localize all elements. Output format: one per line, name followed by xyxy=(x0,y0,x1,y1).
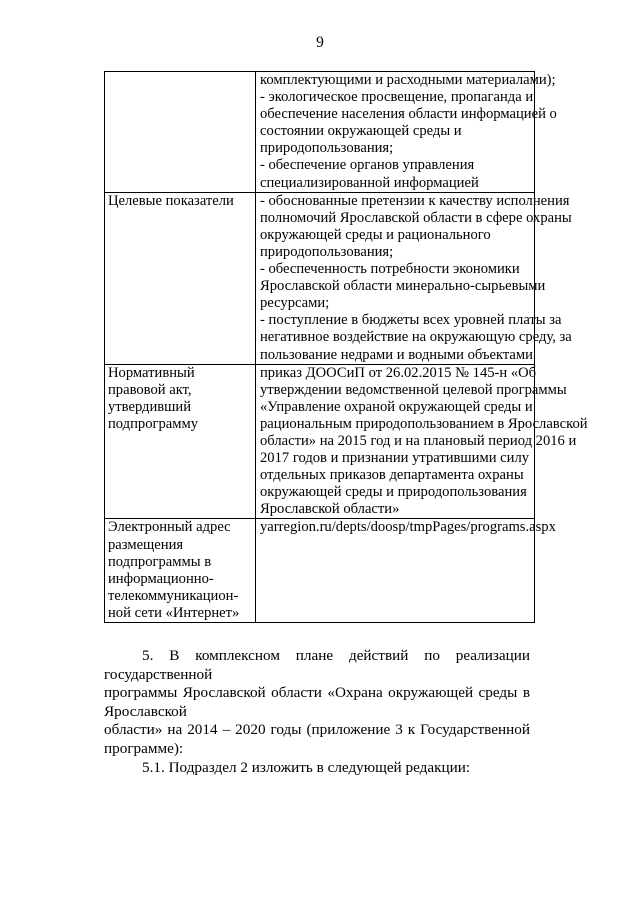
row-label: Электронный адрес xyxy=(108,519,231,536)
table-row xyxy=(105,519,535,623)
cell-text-line: - поступление в бюджеты всех уровней платы за xyxy=(260,312,562,329)
cell-text-line: Ярославской области» xyxy=(260,501,400,518)
row-label: утвердивший xyxy=(108,398,192,415)
cell-text-line: области» на 2015 год и на плановый период 2016 и xyxy=(260,432,577,449)
table-row xyxy=(105,72,535,193)
body-text xyxy=(104,647,530,777)
cell-text-line: - обеспечение органов управления xyxy=(260,157,475,174)
cell-text-line: отдельных приказов департамента охраны xyxy=(260,467,524,484)
cell-text-line: - экологическое просвещение, пропаганда и xyxy=(260,89,534,106)
cell-text-line: рациональным природопользованием в Ярославской xyxy=(260,415,588,432)
cell-text-line: Ярославской области минерально-сырьевыми xyxy=(260,278,546,295)
cell-text-line: комплектующими и расходными материалами); xyxy=(260,72,556,88)
cell-text-line: приказ ДООСиП от 26.02.2015 № 145-н «Об xyxy=(260,364,537,381)
paragraph-5 xyxy=(104,647,530,759)
row-label-cell xyxy=(105,72,256,193)
row-value-cell xyxy=(256,72,557,193)
subprogram-passport-table xyxy=(104,71,588,623)
row-label: правовой акт, xyxy=(108,381,192,398)
row-label: Нормативный xyxy=(108,364,195,381)
cell-text-line: утверждении ведомственной целевой программы xyxy=(260,381,567,398)
cell-text-line: состоянии окружающей среды и xyxy=(260,123,462,140)
cell-text-line: обеспечение населения области информацией о xyxy=(260,106,557,123)
row-value-cell xyxy=(256,364,588,519)
table-row xyxy=(105,192,535,364)
row-label: размещения xyxy=(108,536,184,553)
row-label: телекоммуникацион- xyxy=(108,587,239,604)
cell-text-line: негативное воздействие на окружающую среду, за xyxy=(260,329,572,346)
cell-text-line: полномочий Ярославской области в сфере охраны xyxy=(260,209,572,226)
cell-text-line: - обеспеченность потребности экономики xyxy=(260,261,520,278)
cell-text-line: пользование недрами и водными объектами xyxy=(260,346,533,363)
cell-text-line: природопользования; xyxy=(260,140,394,157)
row-label-cell xyxy=(105,519,256,623)
subprogram-url: yarregion.ru/depts/doosp/tmpPages/programs.aspx xyxy=(260,519,556,536)
cell-text-line: «Управление охраной окружающей среды и xyxy=(260,398,533,415)
paragraph-line: 5. В комплексном плане действий по реализации государственной xyxy=(104,647,530,683)
paragraph-line: области» на 2014 – 2020 годы (приложение 3 к Государственной программе): xyxy=(104,721,530,757)
cell-text-line: специализированной информацией xyxy=(260,174,479,191)
paragraph-5-1: 5.1. Подраздел 2 изложить в следующей редакции: xyxy=(142,758,471,776)
row-label-cell xyxy=(105,364,256,519)
cell-text-line: ресурсами; xyxy=(260,295,330,312)
row-label: подпрограмму xyxy=(108,415,199,432)
cell-text-line: природопользования; xyxy=(260,243,394,260)
cell-text-line: окружающей среды и рационального xyxy=(260,226,491,243)
row-label: подпрограммы в xyxy=(108,553,212,570)
cell-text-line: окружающей среды и природопользования xyxy=(260,484,527,501)
row-value-cell xyxy=(256,192,572,364)
cell-text-line: - обоснованные претензии к качеству исполнения xyxy=(260,192,570,209)
row-value-cell xyxy=(256,519,556,623)
row-label-cell xyxy=(105,192,256,364)
cell-text-line: 2017 годов и признании утратившими силу xyxy=(260,450,530,467)
row-label: ной сети «Интернет» xyxy=(108,604,240,621)
paragraph-line: программы Ярославской области «Охрана окружающей среды в Ярославской xyxy=(104,684,530,720)
page-number: 9 xyxy=(316,34,324,51)
table-row xyxy=(105,364,535,519)
row-label: информационно- xyxy=(108,570,214,587)
row-label: Целевые показатели xyxy=(108,192,234,209)
